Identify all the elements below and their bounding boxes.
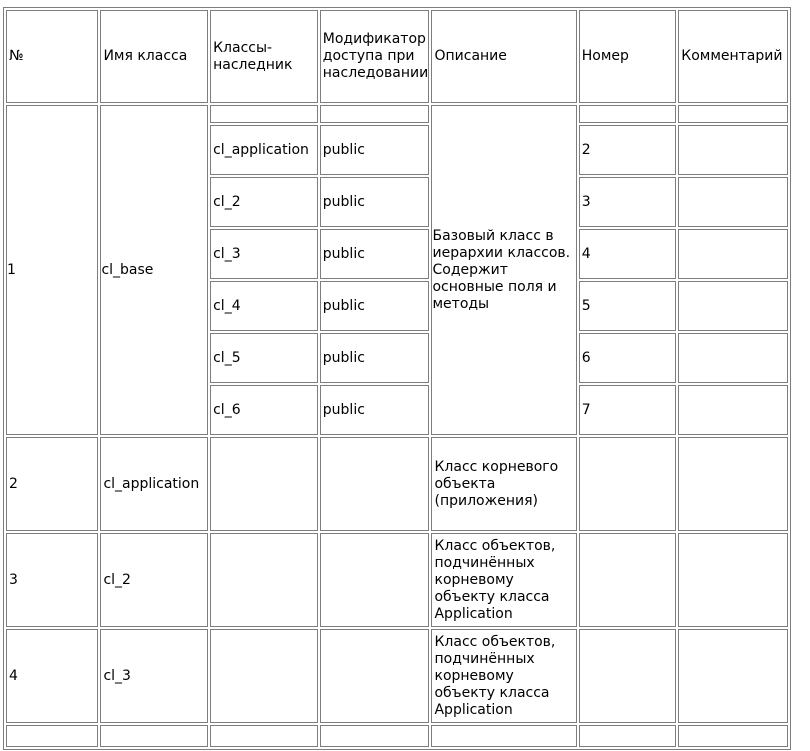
inheritor-class-cell: cl_3 bbox=[210, 229, 318, 279]
inheritor-number-cell: 7 bbox=[579, 385, 677, 435]
header-class-name: Имя класса bbox=[100, 10, 208, 103]
inheritor-number-cell bbox=[579, 437, 677, 531]
header-description: Описание bbox=[431, 10, 576, 103]
empty-cell bbox=[678, 725, 788, 747]
empty-cell bbox=[431, 725, 576, 747]
empty-cell bbox=[320, 725, 430, 747]
access-modifier-cell: public bbox=[320, 125, 430, 175]
header-access-modifier: Модификатор доступа при наследовании bbox=[320, 10, 430, 103]
table-header-row bbox=[6, 10, 788, 103]
empty-cell bbox=[210, 725, 318, 747]
description-cell: Класс корневого объекта (приложения) bbox=[431, 437, 576, 531]
inheritor-class-cell: cl_2 bbox=[210, 177, 318, 227]
inheritor-class-cell: cl_4 bbox=[210, 281, 318, 331]
inheritor-number-cell: 6 bbox=[579, 333, 677, 383]
empty-cell bbox=[579, 105, 677, 123]
inheritor-class-cell bbox=[210, 533, 318, 627]
inheritor-number-cell bbox=[579, 629, 677, 723]
class-name-cell: cl_application bbox=[100, 437, 208, 531]
class-name-cell: cl_base bbox=[100, 105, 208, 435]
comment-cell bbox=[678, 385, 788, 435]
empty-cell bbox=[6, 725, 98, 747]
inheritor-class-cell: cl_6 bbox=[210, 385, 318, 435]
access-modifier-cell: public bbox=[320, 385, 430, 435]
access-modifier-cell bbox=[320, 437, 430, 531]
empty-cell bbox=[100, 725, 208, 747]
inheritor-class-cell bbox=[210, 629, 318, 723]
inheritor-class-cell bbox=[210, 437, 318, 531]
table-row bbox=[6, 533, 788, 627]
row-number-cell: 3 bbox=[6, 533, 98, 627]
table-row-partial bbox=[6, 725, 788, 747]
header-number: № bbox=[6, 10, 98, 103]
comment-cell bbox=[678, 629, 788, 723]
description-cell: Класс объектов, подчинённых корневому объекту класса Application bbox=[431, 629, 576, 723]
header-comment: Комментарий bbox=[678, 10, 788, 103]
comment-cell bbox=[678, 229, 788, 279]
table-row bbox=[6, 105, 788, 123]
inheritor-number-cell: 3 bbox=[579, 177, 677, 227]
description-cell: Класс объектов, подчинённых корневому объекту класса Application bbox=[431, 533, 576, 627]
class-name-cell: cl_2 bbox=[100, 533, 208, 627]
access-modifier-cell: public bbox=[320, 333, 430, 383]
comment-cell bbox=[678, 125, 788, 175]
table-row bbox=[6, 437, 788, 531]
access-modifier-cell: public bbox=[320, 229, 430, 279]
access-modifier-cell: public bbox=[320, 177, 430, 227]
comment-cell bbox=[678, 333, 788, 383]
inheritor-number-cell bbox=[579, 533, 677, 627]
inheritor-number-cell: 2 bbox=[579, 125, 677, 175]
class-hierarchy-table bbox=[3, 7, 791, 750]
empty-cell bbox=[320, 105, 430, 123]
class-name-cell: cl_3 bbox=[100, 629, 208, 723]
description-cell: Базовый класс в иерархии классов. Содержит основные поля и методы bbox=[431, 105, 576, 435]
table-row bbox=[6, 629, 788, 723]
empty-cell bbox=[210, 105, 318, 123]
comment-cell bbox=[678, 281, 788, 331]
header-inheritors: Классы-наследник bbox=[210, 10, 318, 103]
inheritor-class-cell: cl_application bbox=[210, 125, 318, 175]
access-modifier-cell bbox=[320, 533, 430, 627]
comment-cell bbox=[678, 177, 788, 227]
inheritor-class-cell: cl_5 bbox=[210, 333, 318, 383]
row-number-cell: 1 bbox=[6, 105, 98, 435]
access-modifier-cell bbox=[320, 629, 430, 723]
inheritor-number-cell: 4 bbox=[579, 229, 677, 279]
row-number-cell: 4 bbox=[6, 629, 98, 723]
inheritor-number-cell: 5 bbox=[579, 281, 677, 331]
comment-cell bbox=[678, 533, 788, 627]
access-modifier-cell: public bbox=[320, 281, 430, 331]
comment-cell bbox=[678, 437, 788, 531]
row-number-cell: 2 bbox=[6, 437, 98, 531]
empty-cell bbox=[579, 725, 677, 747]
header-inheritor-number: Номер bbox=[579, 10, 677, 103]
empty-cell bbox=[678, 105, 788, 123]
